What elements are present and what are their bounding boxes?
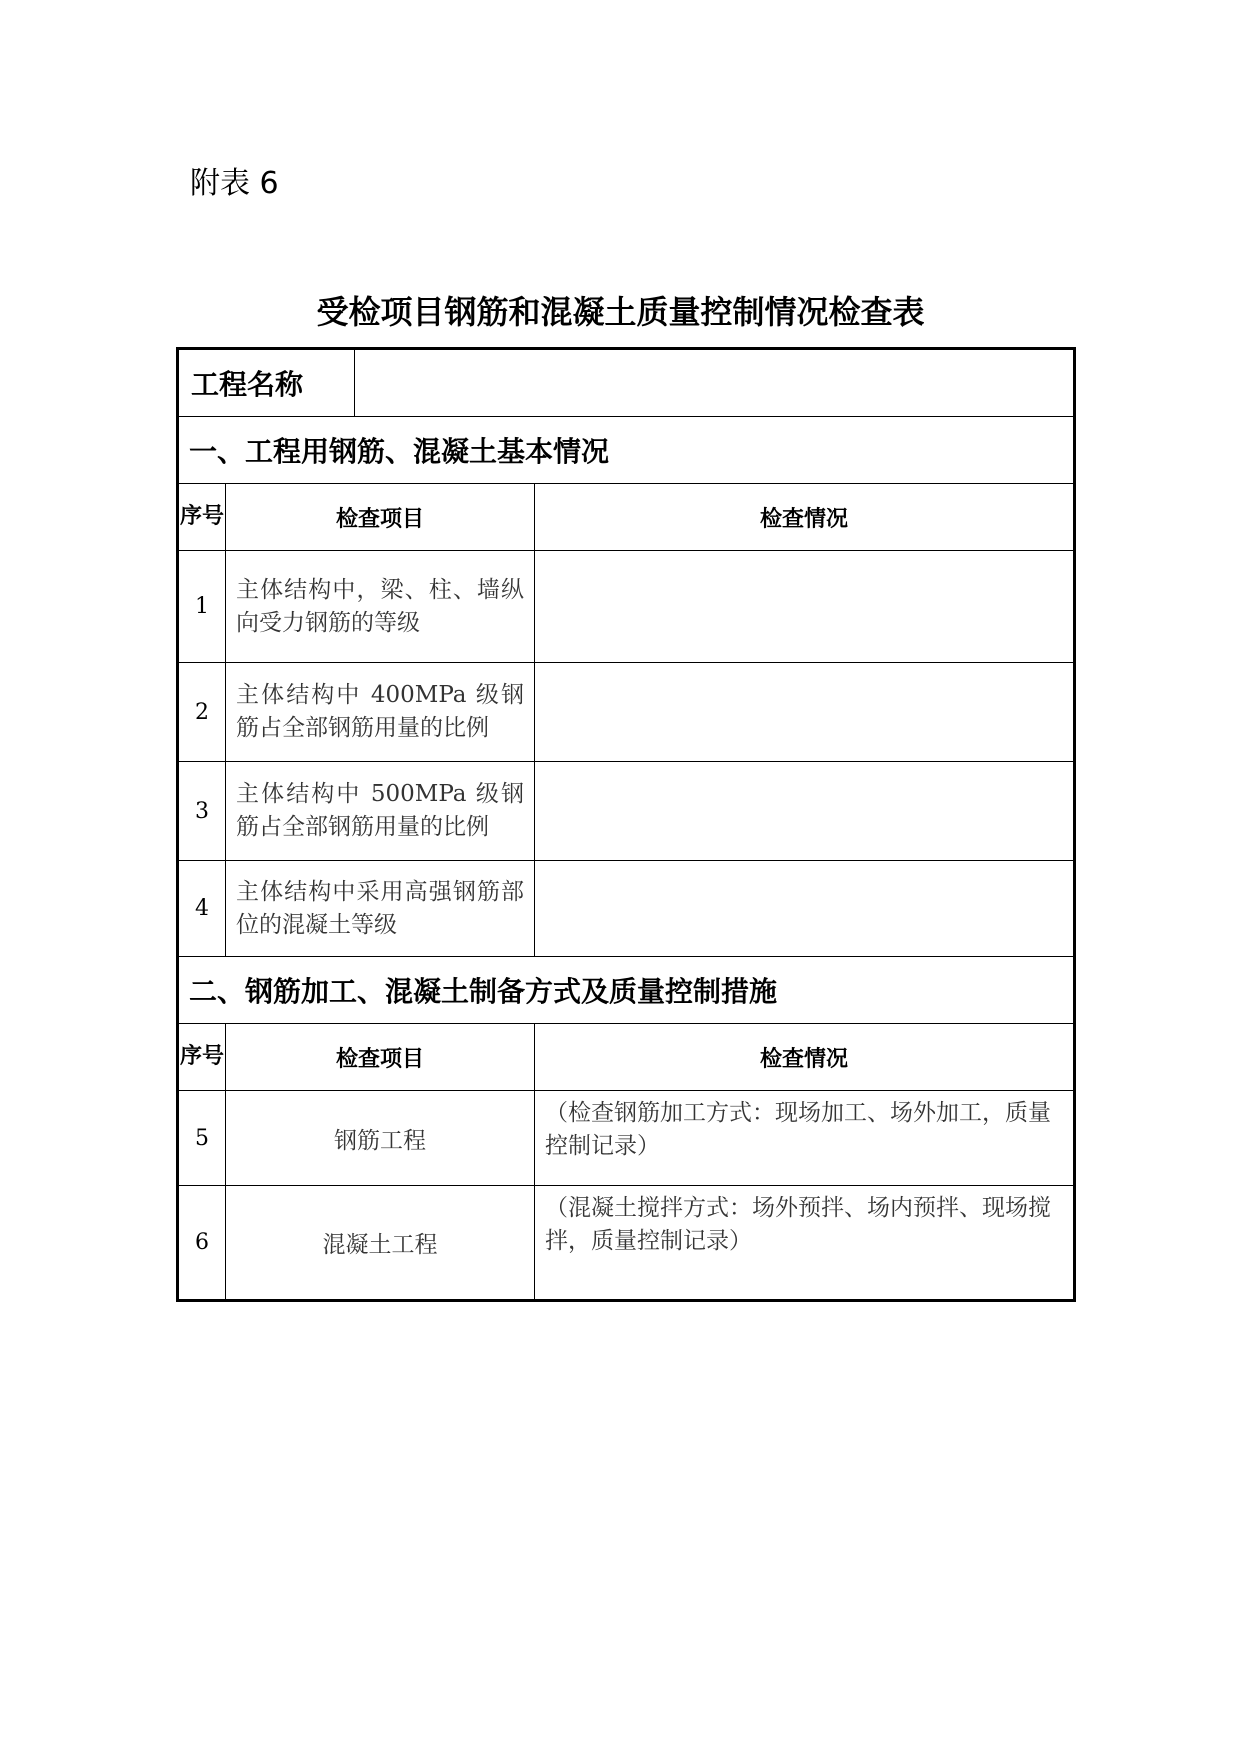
table-row [178, 663, 1075, 762]
document-title: 受检项目钢筋和混凝土质量控制情况检查表 [316, 293, 925, 331]
result-column-header: 检查情况 [535, 1024, 1075, 1091]
project-name-row [178, 349, 1075, 417]
table-row [178, 1186, 1075, 1301]
row-seq: 2 [178, 663, 226, 762]
row-seq: 4 [178, 861, 226, 957]
row-item: 主体结构中，梁、柱、墙纵向受力钢筋的等级 [226, 551, 535, 663]
inspection-table [176, 347, 1076, 1302]
row-item: 主体结构中 400MPa 级钢筋占全部钢筋用量的比例 [226, 663, 535, 762]
row-result[interactable] [535, 551, 1075, 663]
row-result[interactable] [535, 1186, 1075, 1301]
item-column-header: 检查项目 [226, 1024, 535, 1091]
section-1-heading-row [178, 417, 1075, 484]
section-heading: 二、钢筋加工、混凝土制备方式及质量控制措施 [178, 957, 1075, 1024]
section-heading: 一、工程用钢筋、混凝土基本情况 [178, 417, 1075, 484]
row-result[interactable] [535, 762, 1075, 861]
section-1-header-row [178, 484, 1075, 551]
table-row [178, 861, 1075, 957]
table-row [178, 1091, 1075, 1186]
result-column-header: 检查情况 [535, 484, 1075, 551]
row-result-text: （混凝土搅拌方式：场外预拌、场内预拌、现场搅拌，质量控制记录） [545, 1195, 1052, 1254]
seq-column-header: 序号 [178, 1024, 226, 1091]
row-seq: 1 [178, 551, 226, 663]
row-result[interactable] [535, 861, 1075, 957]
seq-column-header: 序号 [178, 484, 226, 551]
project-name-field[interactable] [355, 349, 1075, 417]
row-result[interactable] [535, 1091, 1075, 1186]
row-item: 主体结构中采用高强钢筋部位的混凝土等级 [226, 861, 535, 957]
appendix-label: 附表 6 [190, 166, 279, 201]
row-seq: 3 [178, 762, 226, 861]
table-row [178, 762, 1075, 861]
row-item: 钢筋工程 [226, 1091, 535, 1186]
table-row [178, 551, 1075, 663]
section-2-heading-row [178, 957, 1075, 1024]
section-2-header-row [178, 1024, 1075, 1091]
row-result[interactable] [535, 663, 1075, 762]
item-column-header: 检查项目 [226, 484, 535, 551]
row-seq: 6 [178, 1186, 226, 1301]
row-item: 混凝土工程 [226, 1186, 535, 1301]
row-result-text: （检查钢筋加工方式：现场加工、场外加工，质量控制记录） [545, 1100, 1052, 1159]
row-item: 主体结构中 500MPa 级钢筋占全部钢筋用量的比例 [226, 762, 535, 861]
project-name-label: 工程名称 [178, 349, 355, 417]
row-seq: 5 [178, 1091, 226, 1186]
